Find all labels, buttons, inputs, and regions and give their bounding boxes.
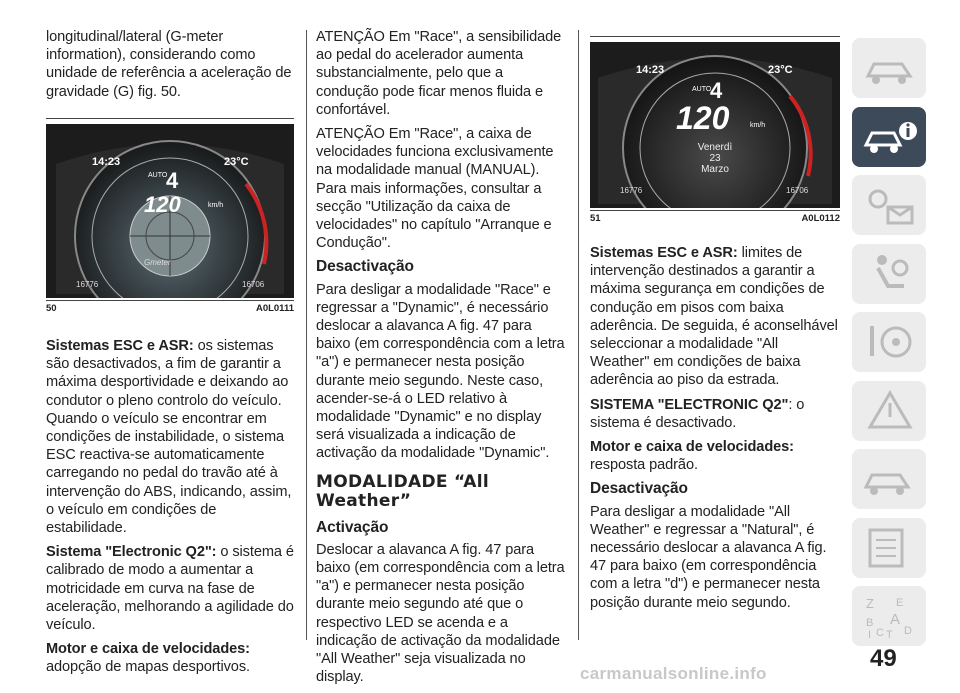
tab-vehicle-info[interactable] — [852, 107, 926, 167]
page-number: 49 — [870, 645, 897, 672]
cluster-gear: 4 — [710, 78, 723, 103]
heading-deactivation-race: Desactivação — [316, 258, 414, 276]
column-right — [590, 244, 840, 618]
index-letter-d: D — [904, 625, 912, 637]
label-esc: Sistemas ESC e ASR: — [590, 245, 738, 261]
text-q2: o sistema é calibrado de modo a aumentar a motricidade em curva na fase de aceleração, melhorando a agilidade do veículo. — [46, 544, 294, 634]
cluster-date-display — [685, 142, 745, 175]
cluster-day: Venerdì — [697, 142, 733, 153]
text-esc: limites de intervenção destinados a garantir a máxima segurança em condições de condução em pisos com baixa aderência. De seguida, é aconselhável seleccionar a modalidade "All Weather" em condições de baixa aderência ao piso da estrada. — [590, 245, 838, 389]
cluster-odometer-left: 16776 — [76, 280, 99, 289]
index-letter-c: C — [876, 627, 884, 639]
cluster-date: 23 — [709, 153, 721, 164]
figure-50-top-rule — [46, 118, 294, 119]
text-esc: os sistemas são desactivados, a fim de garantir a máxima desportividade e deixando ao condutor o pleno controlo do veículo. Quando o veículo se encontrar em condições de instabilidade, o sistema ESC reactiva-se automaticamente carregando no pedal do travão até à intervenção do ABS, indicando, assim, o veículo em condições de estabilidade. — [46, 338, 292, 537]
column-middle — [316, 28, 568, 693]
car-dashboard-icon — [860, 44, 918, 92]
gmeter-logo: Gmeter — [144, 258, 171, 267]
tab-maintenance[interactable] — [852, 449, 926, 509]
heading-activation-all-weather: Activação — [316, 518, 389, 536]
column-divider-2 — [578, 30, 579, 640]
tab-index[interactable] — [852, 586, 926, 646]
index-letter-e: E — [896, 597, 904, 609]
paragraph-activation-all-weather: Deslocar a alavanca A fig. 47 para baixo (em correspondência com a letra "a") e permanecer nesta posição durante meio segundo até que o respectivo LED se acenda e a indicação de activação da modalidade "All Weather" seja visualizada no display. — [316, 541, 565, 686]
label-esc: Sistemas ESC e ASR: — [46, 338, 194, 354]
text-motor: resposta padrão. — [590, 457, 698, 474]
heading-deactivation-all-weather: Desactivação — [590, 480, 688, 498]
figure-51-top-rule — [590, 36, 840, 37]
label-motor: Motor e caixa de velocidades: — [46, 641, 250, 658]
paragraph-q2-all-weather — [590, 396, 840, 432]
cluster-speed-unit: km/h — [208, 202, 224, 209]
cluster-time: 14:23 — [92, 156, 121, 168]
figure-50-caption — [46, 303, 294, 314]
tab-technical-data[interactable] — [852, 518, 926, 578]
figure-50-bottom-rule — [46, 300, 294, 301]
column-left-lower — [46, 337, 296, 683]
figure-51-instrument-cluster — [590, 42, 840, 208]
cluster-speed: 120 — [676, 100, 730, 136]
checklist-icon — [860, 524, 918, 572]
heading-all-weather-mode: MODALIDADE “All Weather” — [316, 471, 489, 511]
cluster-speed: 120 — [144, 192, 181, 217]
paragraph-attention-gearbox: ATENÇÃO Em "Race", a caixa de velocidades funciona exclusivamente na modalidade manual (MANUAL). Para mais informações, consultar a secção "Utilização da caixa de velocidades" no capítulo "Arranque e Condução". — [316, 126, 554, 252]
tab-starting-driving[interactable] — [852, 312, 926, 372]
cluster-odometer-right: 16706 — [242, 280, 265, 289]
airbag-seat-icon — [860, 250, 918, 298]
cluster-month: Marzo — [701, 164, 729, 175]
steering-tools-icon — [860, 318, 918, 366]
cluster-gear: 4 — [166, 168, 179, 193]
paragraph-gmeter: longitudinal/lateral (G-meter information), considerando como unidade de referência a aceleração de gravidade (G) fig. 50. — [46, 29, 292, 100]
figure-51-code: A0L0112 — [801, 213, 840, 224]
car-info-icon — [860, 113, 918, 161]
cluster-temperature: 23°C — [224, 156, 249, 168]
label-q2: Sistema "Electronic Q2": — [46, 544, 217, 561]
cluster-odometer-right: 16706 — [786, 186, 809, 195]
figure-51-number: 51 — [590, 213, 601, 224]
warning-car-icon — [860, 387, 918, 435]
cluster-mode: AUTO — [692, 86, 712, 93]
index-letters-icon — [860, 592, 918, 640]
paragraph-attention-accelerator: ATENÇÃO Em "Race", a sensibilidade ao pedal do acelerador aumenta substancialmente, pelo que a condução pode ficar menos fluida e confortável. — [316, 29, 562, 118]
index-letter-b: B — [866, 617, 874, 629]
tab-lights-warnings[interactable] — [852, 175, 926, 235]
paragraph-motor-race — [46, 640, 296, 676]
watermark-text: carmanualsonline.info — [580, 664, 767, 683]
cluster-mode: AUTO — [148, 172, 168, 179]
index-letter-t: T — [886, 629, 893, 640]
column-divider-1 — [306, 30, 307, 640]
tab-dashboard[interactable] — [852, 38, 926, 98]
text-motor: adopção de mapas desportivos. — [46, 659, 250, 676]
column-left — [46, 28, 294, 107]
figure-51-bottom-rule — [590, 210, 840, 211]
paragraph-deactivation-all-weather: Para desligar a modalidade "All Weather" e regressar a "Natural", é necessário deslocar a alavanca A fig. 47 para baixo (em correspondência com a letra "d") e permanecer nesta posição durante meio segundo. — [590, 503, 827, 611]
cluster-odometer-left: 16776 — [620, 186, 643, 195]
chapter-tab-sidebar — [852, 38, 926, 655]
paragraph-esc-all-weather — [590, 244, 840, 390]
paragraph-motor-all-weather — [590, 438, 840, 474]
tab-safety[interactable] — [852, 244, 926, 304]
lights-warning-icon — [860, 181, 918, 229]
index-letter-z: Z — [866, 596, 874, 611]
index-letter-i: I — [868, 629, 872, 640]
figure-50-code: A0L0111 — [255, 303, 294, 314]
label-q2: SISTEMA "ELECTRONIC Q2" — [590, 396, 789, 413]
paragraph-deactivation-race: Para desligar a modalidade "Race" e regressar a "Dynamic", é necessário deslocar a alavanca A fig. 47 para baixo (em correspondência com a letra "a") e permanecer nesta posição durante meio segundo. Neste caso, acender-se-á o LED relativo à modalidade "Dynamic" e no display será visualizada a indicação de activação da modalidade "Dynamic". — [316, 281, 565, 462]
index-letter-a: A — [890, 611, 901, 628]
cluster-temperature: 23°C — [768, 64, 793, 76]
label-motor: Motor e caixa de velocidades: — [590, 439, 794, 456]
paragraph-q2-race — [46, 543, 296, 634]
text-q2: : o sistema é desactivado. — [590, 396, 805, 431]
figure-51-caption — [590, 213, 840, 224]
cluster-speed-unit: km/h — [750, 122, 766, 129]
figure-50-number: 50 — [46, 303, 57, 314]
service-car-icon — [860, 455, 918, 503]
figure-50-instrument-cluster — [46, 124, 294, 298]
cluster-time: 14:23 — [636, 64, 665, 76]
paragraph-esc-race — [46, 337, 296, 537]
tab-emergency[interactable] — [852, 381, 926, 441]
